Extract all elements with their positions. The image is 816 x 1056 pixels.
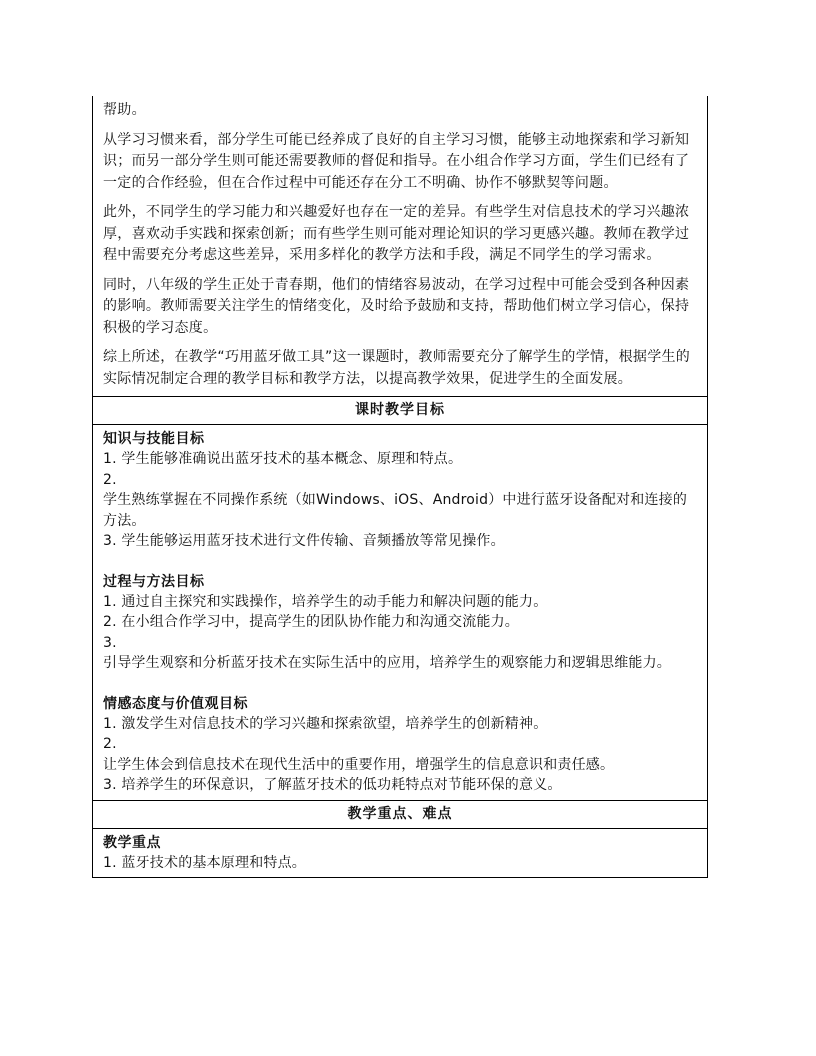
process-method-title: 过程与方法目标: [103, 573, 205, 590]
keypoints-header: 教学重点、难点: [92, 801, 708, 829]
process-item-1: 1. 通过自主探究和实践操作，培养学生的动手能力和解决问题的能力。: [103, 593, 548, 610]
emotion-item-1: 1. 激发学生对信息技术的学习兴趣和探索欲望，培养学生的创新精神。: [103, 715, 548, 732]
analysis-paragraph-1: 帮助。: [103, 102, 146, 118]
lesson-plan-table: [92, 96, 708, 878]
emotion-item-3: 3. 培养学生的环保意识，了解蓝牙技术的低功耗特点对节能环保的意义。: [103, 777, 562, 793]
objectives-header: 课时教学目标: [92, 397, 708, 425]
knowledge-item-1: 1. 学生能够准确说出蓝牙技术的基本概念、原理和特点。: [103, 451, 463, 467]
process-item-3: 引导学生观察和分析蓝牙技术在实际生活中的应用，培养学生的观察能力和逻辑思维能力。: [103, 655, 671, 671]
objectives-cell: [92, 425, 708, 801]
process-item-3-number: 3.: [103, 634, 117, 651]
student-analysis-cell: [92, 96, 708, 397]
teaching-focus-title: 教学重点: [103, 834, 161, 851]
process-item-2: 2. 在小组合作学习中，提高学生的团队协作能力和沟通交流能力。: [103, 614, 520, 630]
keypoints-cell: [92, 829, 708, 879]
analysis-paragraph-4: 同时，八年级的学生正处于青春期，他们的情绪容易波动，在学习过程中可能会受到各种因素的影响。教师需要关注学生的情绪变化，及时给予鼓励和支持，帮助他们树立学习信心，保持积极的学习态度。: [103, 276, 690, 336]
analysis-paragraph-3: 此外，不同学生的学习能力和兴趣爱好也存在一定的差异。有些学生对信息技术的学习兴趣浓厚，喜欢动手实践和探索创新；而有些学生则可能对理论知识的学习更感兴趣。教师在教学过程中需要充分考虑这些差异，采用多样化的教学方法和手段，满足不同学生的学习需求。: [103, 204, 690, 263]
knowledge-item-2-number: 2.: [103, 471, 117, 488]
analysis-paragraph-5: 综上所述，在教学“巧用蓝牙做工具”这一课题时，教师需要充分了解学生的学情，根据学生的实际情况制定合理的教学目标和教学方法，以提高教学效果，促进学生的全面发展。: [103, 349, 691, 387]
knowledge-item-3: 3. 学生能够运用蓝牙技术进行文件传输、音频播放等常见操作。: [103, 533, 505, 549]
knowledge-item-2: 学生熟练掌握在不同操作系统（如Windows、iOS、Android）中进行蓝牙设备配对和连接的方法。: [103, 492, 688, 529]
focus-item-1: 1. 蓝牙技术的基本原理和特点。: [103, 854, 307, 871]
emotion-item-2-number: 2.: [103, 736, 117, 752]
emotion-values-title: 情感态度与价值观目标: [103, 695, 248, 712]
emotion-item-2: 让学生体会到信息技术在现代生活中的重要作用，增强学生的信息意识和责任感。: [103, 756, 615, 773]
knowledge-skills-title: 知识与技能目标: [103, 431, 205, 447]
analysis-paragraph-2: 从学习习惯来看，部分学生可能已经养成了良好的自主学习习惯，能够主动地探索和学习新知识；而另一部分学生则可能还需要教师的督促和指导。在小组合作学习方面，学生们已经有了一定的合作经验，但在合作过程中可能还存在分工不明确、协作不够默契等问题。: [103, 131, 690, 191]
